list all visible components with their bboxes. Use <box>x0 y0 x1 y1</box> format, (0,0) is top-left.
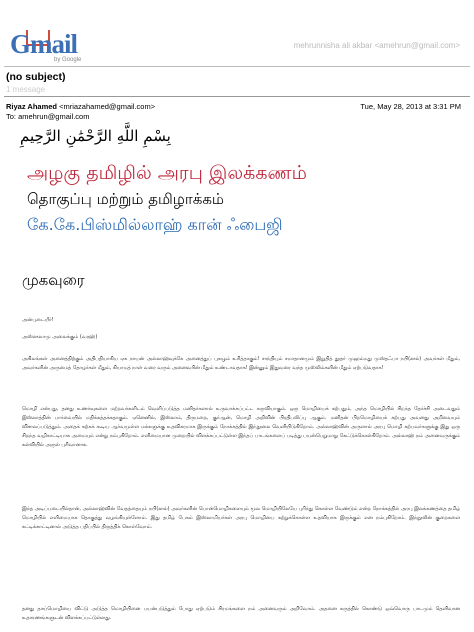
logo-sub: by Google <box>54 57 82 63</box>
book-author: கே.கே.பிஸ்மில்லாஹ் கான் ஃபைஜி <box>27 215 283 234</box>
bismillah: بِسْمِ اللَّهِ الرَّحْمَٰنِ الرَّحِيمِ <box>20 127 171 145</box>
book-subtitle: தொகுப்பு மற்றும் தமிழாக்கம் <box>27 190 224 208</box>
divider <box>4 96 470 97</box>
account-email: mehrunnisha ali akbar <amehrun@gmail.com> <box>293 41 460 50</box>
greeting-line: அன்புடையீர்! <box>22 317 54 323</box>
gmail-logo[interactable] <box>10 29 90 67</box>
body-paragraph: அகிலங்கள் அனைத்திற்கும் அதிபதியாகிய ஏக நாயன் அல்லாஹ்வுக்கே அனைத்துப் புகழும் உரித்தாகும்! சாந்தியும் சமாதானமும் இறுதித் தூதர் முஹம்மது முஸ்தஃபா நபி(ஸல்) அவர்கள் மீதும், அவர்களின் அருமைத் தோழர்கள் மீதும், கியாமத் நாள் வரை வரும் அனைவரின் மீதும் உண்டாவதாக! இன்னும் இதுவரை வந்த முஸ்லிம்களின் மீதும் ஏற்படுவதாக! <box>22 356 460 372</box>
divider <box>4 66 470 67</box>
body-paragraph: தனது தாய்மொழியை விட்டு அடுத்த மொழியினை பயன்படுத்தும் போது ஏற்படும் சிரமங்களை நம் அனைவரும் அறிவோம். அதனை கருத்தில் கொண்டு ஒவ்வொரு பாடமும் தெளிவான உதாரணங்களுடன் விளக்கப்பட்டுள்ளது. <box>22 606 460 622</box>
recipient: To: amehrun@gmail.com <box>6 112 90 121</box>
preface-heading: முகவுரை <box>22 271 85 289</box>
body-paragraph: மொழி என்பது, தனது உணர்வுகளை மற்றவர்களிடம் வெளிப்படுத்த மனிதர்களால் உருவாக்கப்பட்ட கருவியாகும். ஒரு மொழியைக் கற்பதும், அந்த மொழியில் சிறந்த தேர்ச்சி அடைவதும் இஸ்லாத்தின் பார்வையில் மதிக்கத்தக்கதாகும். ஏனெனில், இஸ்லாம், திருமறை, குர்ஆன், மொழி அறிவின் பிரதிபலிப்பு ஆகும். மனிதன் பிறமொழியைக் கற்பது அவனது அறிவையும் விசாலப்படுத்தும். அதைக் கற்கக் கூடிய ஆர்வமுள்ள மக்களுக்கு உதவிகரமாக இருக்கும் நோக்கத்தில் இந்நூலை வெளியிடுகிறோம். அல்லாஹ்வின் அருளால் அரபு மொழி கற்பவர்களுக்கு இது ஒரு சிறந்த வழிகாட்டியாக அமையும் என்று நம்புகிறோம். எளிமையான முறையில் விளக்கப்பட்டுள்ள இந்தப் பாடங்களைப் படித்து பயன்பெறுமாறு கேட்டுக்கொள்கிறோம். அல்லாஹ் நம் அனைவருக்கும் கல்வியில் அருள் புரிவானாக. <box>22 406 460 449</box>
body-paragraph: இந்த அடிப்படையில்தான், அல்லாஹ்வின் வேதத்தையும் நபி(ஸல்) அவர்களின் பொன்மொழிகளையும் மூல மொழியிலேயே புரிந்து கொள்ள வேண்டும் என்ற நோக்கத்தில் அரபு இலக்கணத்தை தமிழ் மொழியில் எளிமையாக தொகுத்து வழங்கியுள்ளோம். இது தமிழ் பேசும் இஸ்லாமியர்கள் அரபு மொழியை கற்றுக்கொள்ள உதவியாக இருக்கும் என நம்புகிறோம். இந்நூலின் குறைகளை சுட்டிக்காட்டினால் அடுத்த பதிப்பில் திருத்திக் கொள்வோம். <box>22 506 460 531</box>
subject: (no subject) <box>6 71 66 83</box>
greeting-line: அஸ்ஸலாமு அலைக்கும் (வரஹ்) <box>22 334 98 340</box>
message-date: Tue, May 28, 2013 at 3:31 PM <box>360 102 461 111</box>
book-title: அழகு தமிழில் அரபு இலக்கணம் <box>27 162 307 184</box>
sender-email[interactable]: <mriazahamed@gmail.com> <box>59 102 156 111</box>
sender <box>6 102 155 111</box>
message-count: 1 message <box>6 85 46 94</box>
logo-text: Gmail <box>10 29 77 59</box>
sender-name: Riyaz Ahamed <box>6 102 57 111</box>
